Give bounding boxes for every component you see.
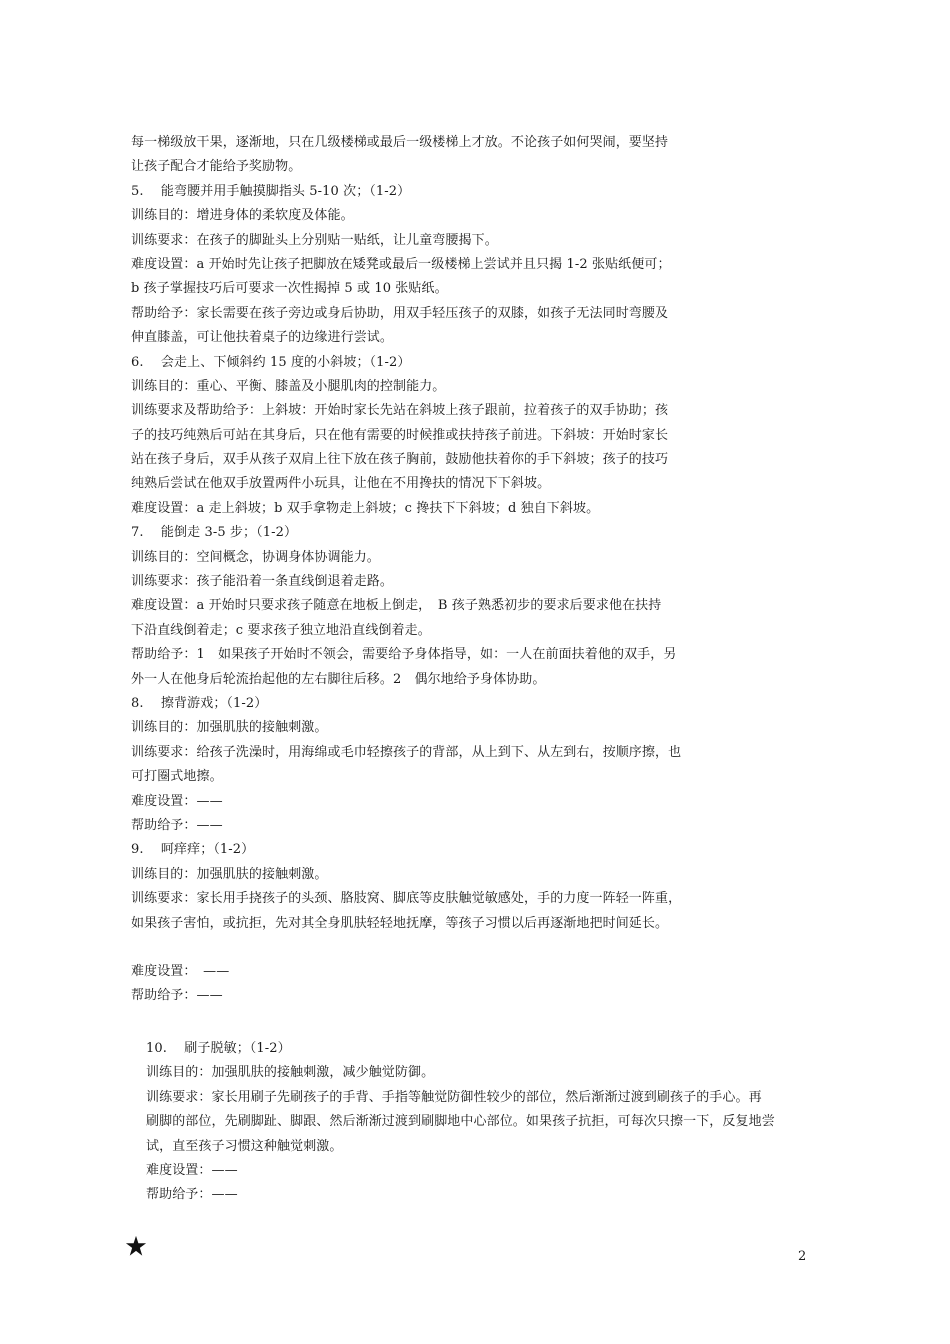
text-line: 帮助给予：—— <box>131 988 223 1004</box>
text-line: 训练目的：重心、平衡、膝盖及小腿肌肉的控制能力。 <box>131 378 446 394</box>
text-line: 如果孩子害怕，或抗拒，先对其全身肌肤轻轻地抚摩，等孩子习惯以后再逐渐地把时间延长。 <box>131 915 669 931</box>
text-line: 帮助给予：1 如果孩子开始时不领会，需要给予身体指导，如：一人在前面扶着他的双手，另 <box>131 647 677 663</box>
text-line: b 孩子掌握技巧后可要求一次性揭掉 5 或 10 张贴纸。 <box>131 281 448 297</box>
text-line: 5. 能弯腰并用手触摸脚指头 5-10 次；（1-2） <box>131 183 411 199</box>
text-line: 训练目的：加强肌肤的接触刺激，减少触觉防御。 <box>146 1065 435 1081</box>
text-line: 让孩子配合才能给予奖励物。 <box>131 159 302 175</box>
text-line: 可打圈式地擦。 <box>131 769 223 785</box>
text-line: 下沿直线倒着走；c 要求孩子独立地沿直线倒着走。 <box>131 622 431 638</box>
text-line: 训练要求：给孩子洗澡时，用海绵或毛巾轻擦孩子的背部，从上到下、从左到右，按顺序擦，也 <box>131 744 682 760</box>
text-line: 难度设置：a 开始时只要求孩子随意在地板上倒走， B 孩子熟悉初步的要求后要求他在扶持 <box>131 598 662 614</box>
text-line: 难度设置：a 开始时先让孩子把脚放在矮凳或最后一级楼梯上尝试并且只揭 1-2 张贴纸便可； <box>131 256 671 272</box>
text-line: 难度设置： —— <box>131 963 230 979</box>
text-line: 帮助给予：—— <box>146 1187 238 1203</box>
text-line: 训练目的：空间概念，协调身体协调能力。 <box>131 549 380 565</box>
text-line: 帮助给予：家长需要在孩子旁边或身后协助，用双手轻压孩子的双膝，如孩子无法同时弯腰及 <box>131 305 669 321</box>
body-text-block-indented <box>146 1037 826 1208</box>
text-line: 训练目的：加强肌肤的接触刺激。 <box>131 866 328 882</box>
text-line: 刷脚的部位，先刷脚趾、脚跟、然后渐渐过渡到刷脚地中心部位。如果孩子抗拒，可每次只擦一下，反复地尝 <box>146 1114 775 1130</box>
text-line: 7. 能倒走 3-5 步；（1-2） <box>131 525 298 541</box>
text-line: 6. 会走上、下倾斜约 15 度的小斜坡；（1-2） <box>131 354 411 370</box>
text-line <box>131 936 721 960</box>
text-line: 训练要求：家长用手挠孩子的头颈、胳肢窝、脚底等皮肤触觉敏感处，手的力度一阵轻一阵重， <box>131 891 682 907</box>
text-line: 难度设置：—— <box>131 793 223 809</box>
text-line: 每一梯级放干果，逐渐地，只在几级楼梯或最后一级楼梯上才放。不论孩子如何哭闹，要坚持 <box>131 135 669 150</box>
text-line: 训练要求：在孩子的脚趾头上分别贴一贴纸，让儿童弯腰揭下。 <box>131 232 498 248</box>
text-line: 纯熟后尝试在他双手放置两件小玩具，让他在不用搀扶的情况下下斜坡。 <box>131 476 551 492</box>
text-line: 训练要求：家长用刷子先刷孩子的手背、手指等触觉防御性较少的部位，然后渐渐过渡到刷孩子的手心。再 <box>146 1089 762 1105</box>
star-icon <box>125 1235 147 1257</box>
page-number: 2 <box>798 1249 807 1264</box>
text-line: 9. 呵痒痒；（1-2） <box>131 842 255 858</box>
body-text-block <box>131 131 721 1009</box>
text-line: 子的技巧纯熟后可站在其身后，只在他有需要的时候推或扶持孩子前进。下斜坡：开始时家长 <box>131 427 669 443</box>
text-line: 训练目的：加强肌肤的接触刺激。 <box>131 720 328 736</box>
text-line: 伸直膝盖，可让他扶着桌子的边缘进行尝试。 <box>131 330 394 346</box>
text-line: 站在孩子身后，双手从孩子双肩上往下放在孩子胸前，鼓励他扶着你的手下斜坡；孩子的技巧 <box>131 452 669 468</box>
text-line: 试，直至孩子习惯这种触觉刺激。 <box>146 1138 343 1154</box>
text-line: 难度设置：—— <box>146 1162 238 1178</box>
text-line: 10. 刷子脱敏；（1-2） <box>146 1041 291 1056</box>
text-line: 训练要求：孩子能沿着一条直线倒退着走路。 <box>131 574 394 590</box>
text-line: 训练目的：增进身体的柔软度及体能。 <box>131 208 354 224</box>
text-line: 帮助给予：—— <box>131 817 223 833</box>
text-line: 难度设置：a 走上斜坡；b 双手拿物走上斜坡；c 搀扶下下斜坡；d 独自下斜坡。 <box>131 500 600 516</box>
text-line: 8. 擦背游戏；（1-2） <box>131 695 268 711</box>
text-line: 外一人在他身后轮流抬起他的左右脚往后移。2 偶尔地给予身体协助。 <box>131 671 546 687</box>
text-line: 训练要求及帮助给予：上斜坡：开始时家长先站在斜坡上孩子跟前，拉着孩子的双手协助；孩 <box>131 403 669 419</box>
